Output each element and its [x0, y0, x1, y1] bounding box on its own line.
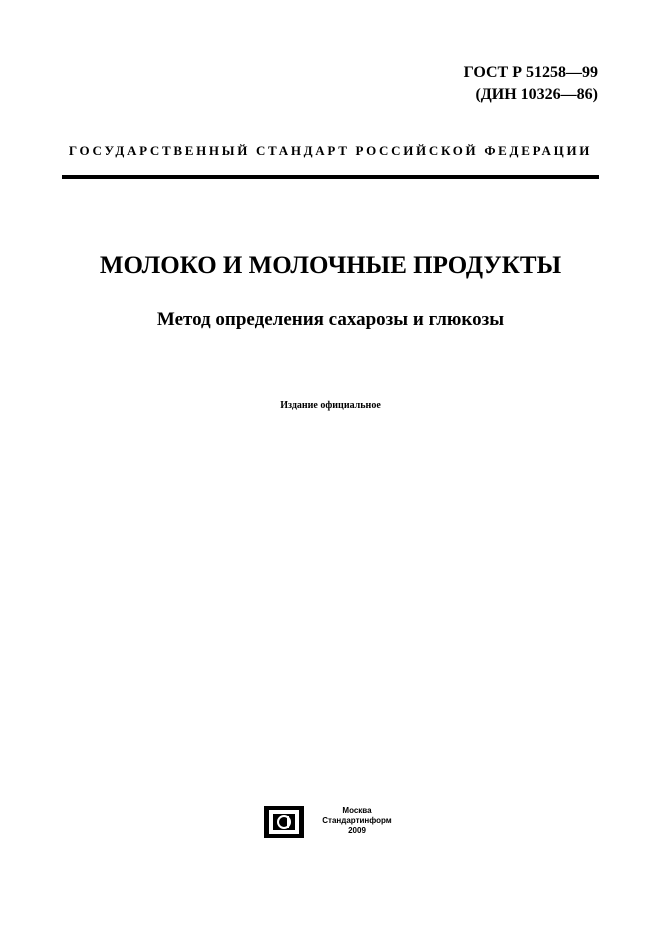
publisher-name: Стандартинформ	[322, 816, 392, 825]
standard-designation	[464, 62, 598, 106]
standartinform-logo-icon	[264, 806, 304, 838]
standard-number: ГОСТ Р 51258—99	[463, 64, 598, 81]
state-standard-heading: ГОСУДАРСТВЕННЫЙ СТАНДАРТ РОССИЙСКОЙ ФЕДЕРАЦИИ	[68, 143, 593, 158]
publisher-year: 2009	[348, 826, 366, 835]
header-divider	[62, 175, 599, 179]
publisher-city: Москва	[342, 806, 372, 815]
document-subtitle: Метод определения сахарозы и глюкозы	[156, 309, 505, 330]
standard-equivalent: (ДИН 10326—86)	[475, 86, 598, 103]
edition-note: Издание официальное	[280, 400, 381, 411]
publisher-text	[310, 806, 404, 836]
document-title: МОЛОКО И МОЛОЧНЫЕ ПРОДУКТЫ	[99, 252, 562, 279]
publisher-block	[264, 806, 404, 842]
